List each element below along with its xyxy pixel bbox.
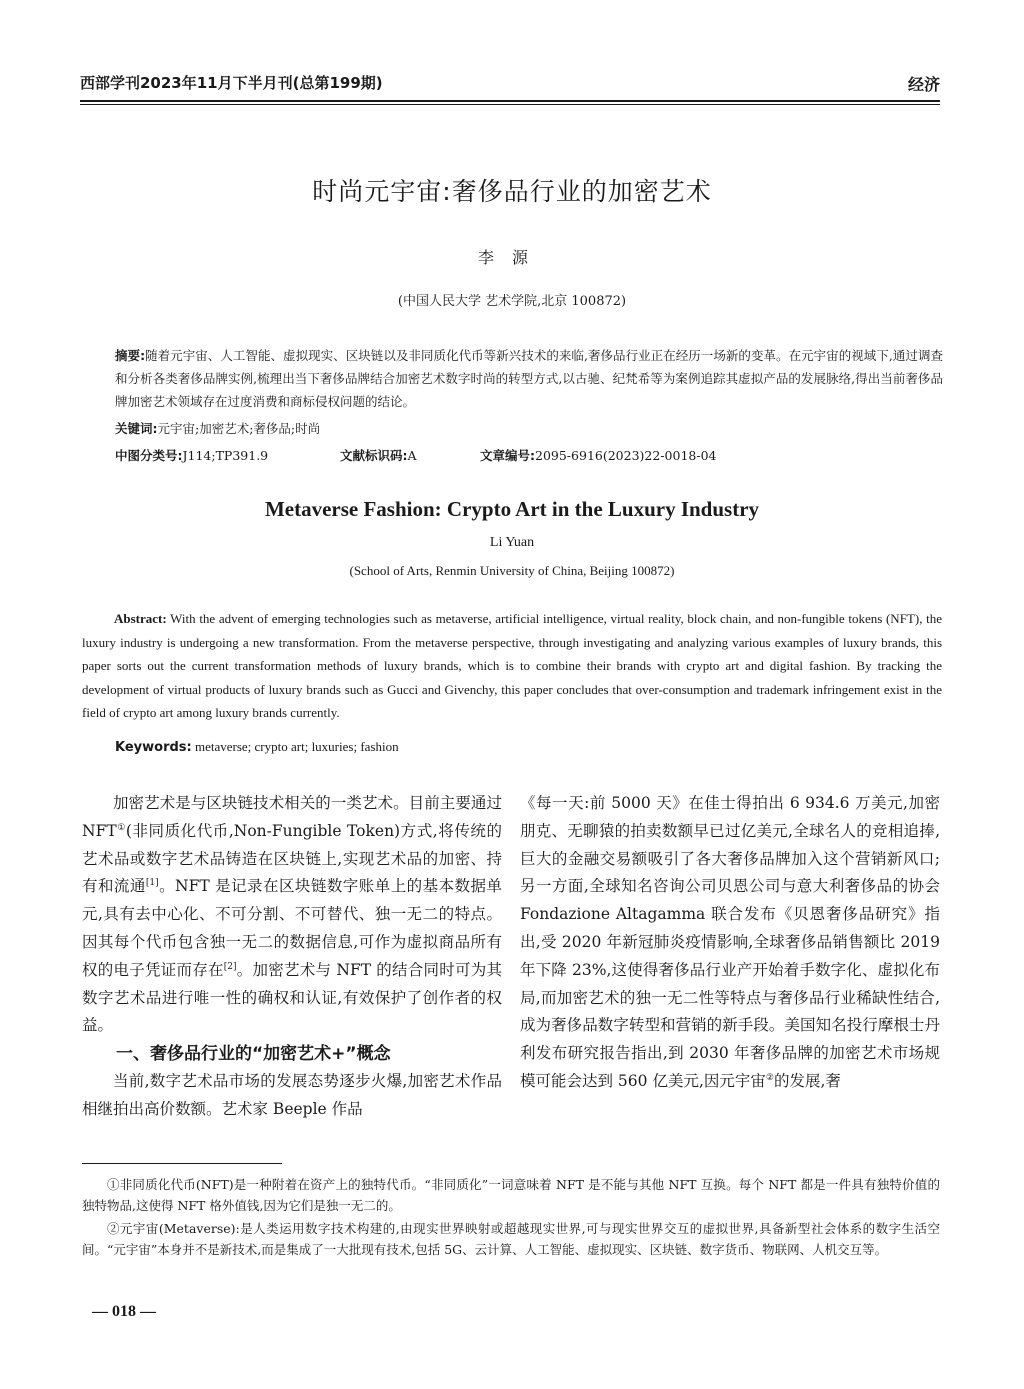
- footnotes: [82, 1174, 940, 1262]
- running-header: [80, 72, 940, 98]
- body-paragraph: 加密艺术是与区块链技术相关的一类艺术。目前主要通过 NFT①(非同质化代币,Non-Fungible Token)方式,将传统的艺术品或数字艺术品铸造在区块链上,实现艺术品的加密、持有和流通[1]。NFT 是记录在区块链数字账单上的基本数据单元,具有去中心化、不可分割、不可替代、独一无二的特点。因其每个代币包含独一无二的数据信息,可作为虚拟商品所有权的电子凭证而存在[2]。加密艺术与 NFT 的结合同时可为其数字艺术品进行唯一性的确权和认证,有效保护了创作者的权益。: [82, 794, 502, 1035]
- abstract-text: 随着元宇宙、人工智能、虚拟现实、区块链以及非同质化代币等新兴技术的来临,奢侈品行业正在经历一场新的变革。在元宇宙的视域下,通过调查和分析各类奢侈品牌实例,梳理出当下奢侈品牌结合加密艺术数字时尚的转型方式,以古驰、纪梵希等为案例追踪其虚拟产品的发展脉络,得出当前奢侈品牌加密艺术领域存在过度消费和商标侵权问题的结论。: [115, 348, 943, 409]
- footnote-rule: [82, 1163, 282, 1164]
- footnote-1: ①非同质化代币(NFT)是一种附着在资产上的独特代币。“非同质化”一词意味着 NFT 是不能与其他 NFT 互换。每个 NFT 都是一件具有独特价值的独特物品,这使得 NFT 格外值钱,因为它们是独一无二的。: [82, 1177, 940, 1213]
- classification-row: [115, 446, 943, 464]
- page-number: — 018 —: [92, 1303, 156, 1320]
- section-heading: 一、奢侈品行业的“加密艺术+”概念: [116, 1044, 391, 1065]
- abstract-en-text: With the advent of emerging technologies such as metaverse, artificial intelligence, virtual reality, block chain, and non-fungible tokens (NFT), the luxury industry is undergoing a new transformation. From the metaverse perspective, through investigating and analyzing various examples of luxury brands, this paper sorts out the current transformation methods of luxury brands, which is to combine their brands with crypto art and digital fashion. By tracking the development of virtual products of luxury brands such as Gucci and Givenchy, this paper concludes that over-consumption and trademark infringement exist in the field of crypto art among luxury brands currently.: [82, 611, 942, 720]
- header-rule: [80, 100, 940, 102]
- keywords-en-text: metaverse; crypto art; luxuries; fashion: [194, 739, 399, 754]
- keywords-english: [115, 739, 943, 755]
- body-paragraph: 《每一天:前 5000 天》在佳士得拍出 6 934.6 万美元,加密朋克、无聊猿的拍卖数额早已过亿美元,全球名人的竞相追捧,巨大的金融交易额吸引了各大奢侈品牌加入这个营销新风口;另一方面,全球知名咨询公司贝恩公司与意大利奢侈品的协会 Fondazione Altagamma 联合发布《贝恩奢侈品研究》指出,受 2020 年新冠肺炎疫情影响,全球奢侈品销售额比 2019 年下降 23%,这使得奢侈品行业产开始着手数字化、虚拟化布局,而加密艺术的独一无二性等特点与奢侈品行业稀缺性结合,成为奢侈品数字转型和营销的新手段。美国知名投行摩根士丹利发布研究报告指出,到 2030 年奢侈品牌的加密艺术市场规模可能会达到 560 亿美元,因元宇宙②的发展,奢: [520, 794, 940, 1090]
- title-chinese: 时尚元宇宙:奢侈品行业的加密艺术: [312, 177, 712, 206]
- abstract-label: 摘要:: [115, 348, 146, 363]
- citation-marker: [2]: [223, 961, 237, 972]
- citation-marker: [1]: [145, 878, 159, 889]
- abstract-chinese: [115, 344, 943, 413]
- body-column-right: [520, 790, 940, 1096]
- affiliation-english: (School of Arts, Renmin University of China, Beijing 100872): [349, 563, 675, 578]
- footnote-marker: ①: [116, 822, 126, 833]
- section-label: 经济: [907, 75, 940, 94]
- title-english: Metaverse Fashion: Crypto Art in the Luxury Industry: [264, 497, 760, 521]
- keywords-chinese: [115, 419, 943, 437]
- author-english: Li Yuan: [489, 535, 535, 550]
- journal-title: 西部学刊2023年11月下半月刊(总第199期): [80, 74, 383, 92]
- author-chinese: 李源: [477, 248, 546, 267]
- article-no-value: 2095-6916(2023)22-0018-04: [535, 448, 717, 463]
- keywords-en-label: Keywords:: [115, 740, 192, 755]
- abstract-en-label: Abstract:: [114, 611, 167, 626]
- footnote-marker: ②: [765, 1072, 774, 1083]
- body-paragraph: 当前,数字艺术品市场的发展态势逐步火爆,加密艺术作品相继拍出高价数额。艺术家 Beeple 作品: [82, 1072, 502, 1118]
- header-rule-thin: [80, 104, 940, 105]
- footnote-2: ②元宇宙(Metaverse):是人类运用数字技术构建的,由现实世界映射或超越现实世界,可与现实世界交互的虚拟世界,具备新型社会体系的数字生活空间。“元宇宙”本身并不是新技术,而是集成了一大批现有技术,包括 5G、云计算、人工智能、虚拟现实、区块链、数字货币、物联网、人机交互等。: [82, 1221, 940, 1257]
- doc-code-label: 文献标识码:: [340, 448, 408, 463]
- doc-code-value: A: [407, 448, 417, 463]
- abstract-english: [82, 607, 942, 725]
- keywords-label: 关键词:: [115, 421, 158, 436]
- keywords-text: 元宇宙;加密艺术;奢侈品;时尚: [157, 421, 321, 436]
- body-column-left: [82, 790, 502, 1124]
- affiliation-chinese: (中国人民大学 艺术学院,北京 100872): [397, 294, 627, 309]
- clc-label: 中图分类号:: [115, 448, 183, 463]
- clc-value: J114;TP391.9: [182, 448, 269, 463]
- article-no-label: 文章编号:: [480, 448, 535, 463]
